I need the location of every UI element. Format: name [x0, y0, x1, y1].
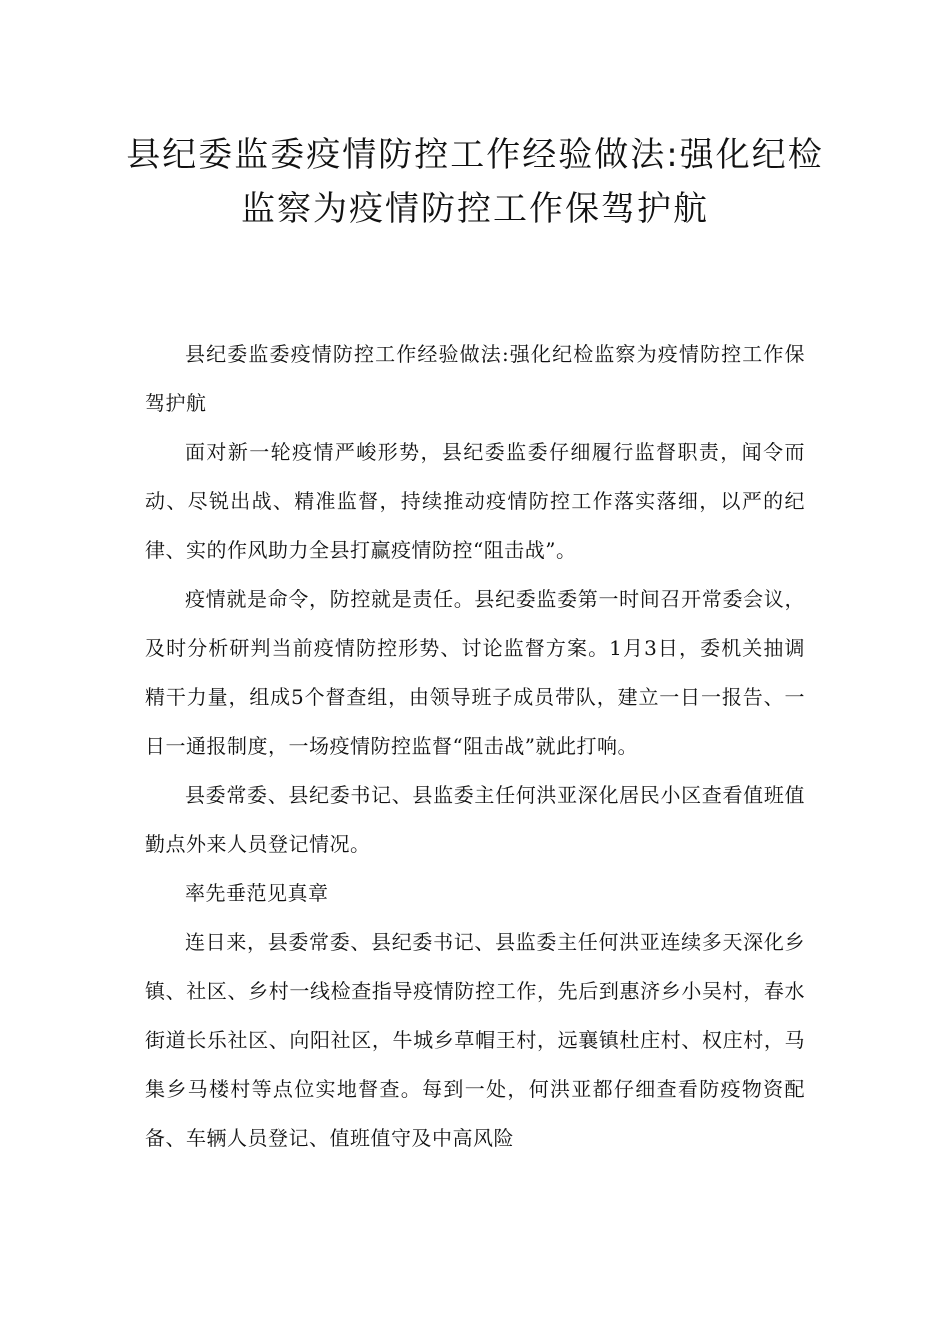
section-heading: 率先垂范见真章: [185, 881, 329, 905]
paragraph-command: 疫情就是命令，防控就是责任。县纪委监委第一时间召开常委会议，及时分析研判当前疫情防控形势、讨论监督方案。1月3日，委机关抽调精干力量，组成5个督查组，由领导班子成员带队，建立一日一报告、一日一通报制度，一场疫情防控监督“阻击战”就此打响。: [145, 587, 805, 758]
paragraph-field-visits: 连日来，县委常委、县纪委书记、县监委主任何洪亚连续多天深化乡镇、社区、乡村一线检查指导疫情防控工作，先后到惠济乡小吴村，春水街道长乐社区、向阳社区，牛城乡草帽王村，远襄镇杜庄村、权庄村，马集乡马楼村等点位实地督查。每到一处，何洪亚都仔细查看防疫物资配备、车辆人员登记、值班值守及中高风险: [145, 930, 805, 1150]
paragraph-inspection: 县委常委、县纪委书记、县监委主任何洪亚深化居民小区查看值班值勤点外来人员登记情况。: [145, 783, 805, 856]
paragraph-situation: 面对新一轮疫情严峻形势，县纪委监委仔细履行监督职责，闻令而动、尽锐出战、精准监督，持续推动疫情防控工作落实落细，以严的纪律、实的作风助力全县打赢疫情防控“阻击战”。: [145, 440, 805, 562]
document-body: [145, 330, 805, 1163]
paragraph-intro: 县纪委监委疫情防控工作经验做法:强化纪检监察为疫情防控工作保驾护航: [145, 342, 805, 415]
document-title: 县纪委监委疫情防控工作经验做法:强化纪检监察为疫情防控工作保驾护航: [126, 135, 824, 229]
